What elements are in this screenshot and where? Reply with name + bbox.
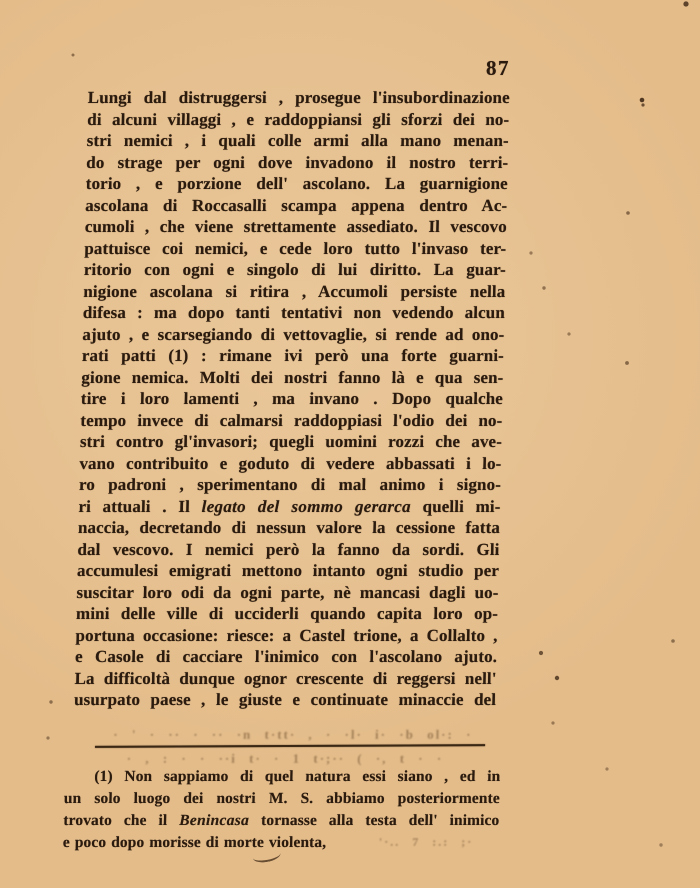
text-segment: un solo luogo dei nostri M. S. abbiamo posteriormente (63, 790, 501, 807)
text-line (64, 766, 500, 788)
text-segment: mini delle ville di ucciderli quando capita loro op- (75, 604, 499, 623)
bleedthrough-text-above: · ' · ·· · ·· ·n t·tt· , · ·l· i· ·b ol·: · (113, 727, 473, 742)
text-line (88, 87, 510, 109)
text-segment: nigione ascolana si ritira , Accumoli persiste nella (83, 281, 506, 301)
text-segment: stri nemici , i quali colle armi alla mano menan- (86, 131, 510, 150)
text-segment: (1) Non sappiamo di quel natura essi siano , ed in (94, 768, 501, 785)
text-segment: La difficoltà dunque ognor crescente di reggersi nell' (74, 668, 497, 688)
text-segment: e Casole di cacciare l'inimico con l'ascolano ajuto. (74, 647, 498, 666)
text-line (83, 281, 505, 303)
bleedthrough-marks: '·.. 7 :.: ;· (378, 835, 474, 849)
italic-text-segment: Benincasa (179, 812, 250, 829)
page-number: 87 (486, 56, 510, 80)
text-segment: di alcuni villaggi , e raddoppiansi gli sforzi dei no- (87, 109, 510, 129)
text-segment: tornasse alla testa dell' inimico (248, 812, 500, 829)
text-segment: usurpato paese , le giuste e continuate minaccie del (73, 690, 497, 709)
text-segment: ascolana di Roccasalli scampa appena dentro Ac- (85, 195, 508, 215)
text-line (83, 302, 505, 324)
text-line (80, 410, 502, 432)
text-line (81, 388, 503, 410)
text-segment: portuna occasione: riesce: a Castel trione, a Collalto , (75, 625, 498, 645)
text-line (87, 109, 509, 131)
text-line (63, 810, 499, 832)
text-segment: ajuto , e scarsegiando di vettovaglie, si rende ad ono- (82, 324, 505, 344)
text-segment: tempo invece di calmarsi raddoppiasi l'odio dei no- (80, 410, 503, 430)
text-line (77, 539, 499, 561)
text-segment: ri attuali . Il (78, 496, 202, 516)
text-segment: difesa : ma dopo tanti tentativi non vedendo alcun (82, 303, 506, 322)
text-line (77, 560, 499, 582)
text-segment: ro padroni , sperimentano di mal animo i signo- (78, 475, 502, 494)
text-segment: cumoli , che viene strettamente assediato. Il vescovo (84, 217, 508, 236)
text-line (87, 130, 509, 152)
text-line (85, 195, 507, 217)
text-segment: Lungi dal distruggersi , prosegue l'insubordinazione (87, 88, 510, 107)
text-line (78, 496, 500, 518)
text-line (75, 646, 497, 668)
text-segment: do strage per ogni dove invadono il nostro terri- (86, 152, 509, 172)
text-segment: pattuisce coi nemici, e cede loro tutto l'invaso ter- (84, 238, 507, 258)
text-line (84, 259, 506, 281)
text-segment: ritorio con ogni e singolo di lui diritto. La guar- (83, 260, 507, 279)
text-line (64, 788, 500, 810)
text-segment: dal vescovo. I nemici però la fanno da sordi. Gli (77, 539, 500, 559)
text-line (75, 625, 497, 647)
text-line (84, 238, 506, 260)
text-segment: accumulesi emigrati mettono intanto ogni studio per (76, 561, 500, 580)
text-segment: naccia, decretando di nessun valore la cessione fatta (77, 518, 501, 537)
text-segment: quelli mi- (410, 496, 501, 516)
text-block (0, 87, 700, 877)
text-line (86, 173, 508, 195)
text-line (78, 517, 500, 539)
text-line (74, 668, 496, 690)
text-segment: gione nemica. Molti dei nostri fanno là e qua sen- (81, 367, 504, 387)
ink-specks (0, 0, 2, 2)
text-line (81, 367, 503, 389)
text-line (85, 216, 507, 238)
text-line (74, 689, 496, 711)
text-segment: rati patti (1) : rimane ivi però una forte guarni- (81, 346, 505, 365)
text-segment: stri contro gl'invasori; quegli uomini rozzi che ave- (79, 432, 503, 451)
text-line (76, 582, 498, 604)
text-line (79, 474, 501, 496)
text-line (82, 345, 504, 367)
main-text (74, 87, 510, 711)
text-line (82, 324, 504, 346)
bleedthrough-text-below: · , : · · ··i t· · 1 t·;·· ( ·, t · · (126, 751, 444, 766)
text-line (80, 431, 502, 453)
text-segment: vano contribuito e goduto di vedere abbassati i lo- (79, 453, 502, 473)
text-line (79, 453, 501, 475)
text-segment: torio , e porzione dell' ascolano. La guarnigione (85, 174, 509, 193)
text-segment: suscitar loro odi da ogni parte, nè mancasi dagli uo- (76, 582, 499, 602)
footnote-separator-rule (95, 744, 485, 748)
italic-text-segment: legato del sommo gerarca (201, 496, 412, 516)
text-segment: tire i loro lamenti , ma invano . Dopo qualche (80, 389, 504, 408)
text-segment: e poco dopo morisse di morte violenta, (62, 834, 327, 851)
text-segment: trovato che il (63, 812, 180, 829)
text-line (86, 152, 508, 174)
text-line (76, 603, 498, 625)
